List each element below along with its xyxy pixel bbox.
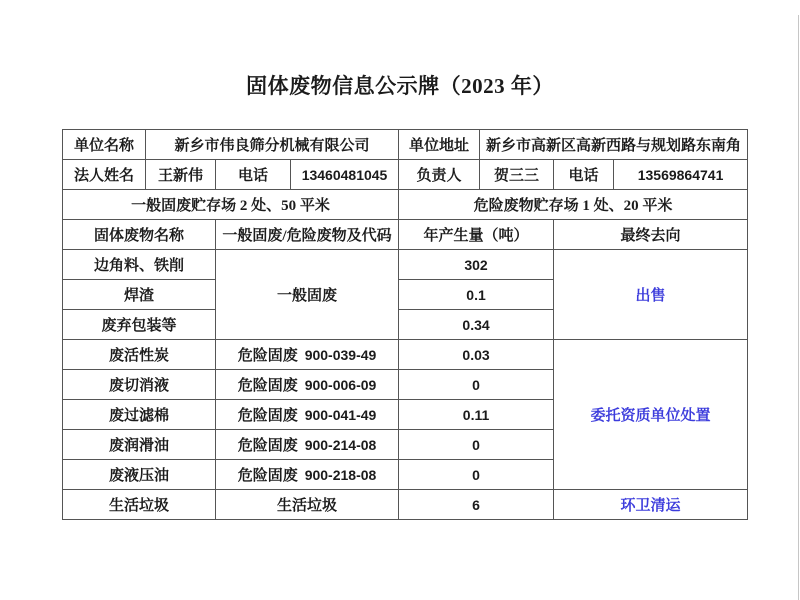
hazardous-storage-note: 危险废物贮存场 1 处、20 平米	[399, 190, 748, 220]
waste-qty: 0	[399, 370, 554, 400]
waste-destination: 环卫清运	[554, 490, 748, 520]
unit-name-label: 单位名称	[63, 130, 146, 160]
waste-qty: 0.34	[399, 310, 554, 340]
header-annual-output: 年产生量（吨）	[399, 220, 554, 250]
table-row	[63, 160, 748, 190]
waste-destination: 出售	[554, 250, 748, 340]
waste-qty: 0	[399, 460, 554, 490]
category-label: 一般固废	[277, 288, 338, 304]
category-label: 危险固废	[237, 438, 298, 454]
waste-destination: 委托资质单位处置	[554, 340, 748, 490]
waste-name: 废过滤棉	[63, 400, 216, 430]
waste-qty: 0.1	[399, 280, 554, 310]
waste-name: 生活垃圾	[63, 490, 216, 520]
waste-qty: 0.11	[399, 400, 554, 430]
notice-table	[62, 129, 748, 520]
category-label: 生活垃圾	[277, 498, 338, 514]
waste-name: 废切消液	[63, 370, 216, 400]
waste-name: 废润滑油	[63, 430, 216, 460]
category-label: 危险固废	[237, 348, 298, 364]
waste-category	[216, 460, 399, 490]
waste-qty: 302	[399, 250, 554, 280]
unit-address-value: 新乡市高新区高新西路与规划路东南角	[480, 130, 748, 160]
legal-person-value: 王新伟	[146, 160, 216, 190]
waste-category	[216, 340, 399, 370]
waste-name: 废活性炭	[63, 340, 216, 370]
waste-qty: 0.03	[399, 340, 554, 370]
category-code: 900-041-49	[304, 407, 377, 423]
category-code: 900-214-08	[304, 437, 377, 453]
unit-name-value: 新乡市伟良筛分机械有限公司	[146, 130, 399, 160]
waste-category	[216, 250, 399, 340]
table-row	[63, 130, 748, 160]
page-title: 固体废物信息公示牌（2023 年）	[246, 74, 554, 98]
category-label: 危险固废	[237, 408, 298, 424]
unit-address-label: 单位地址	[399, 130, 480, 160]
manager-value: 贺三三	[480, 160, 554, 190]
page-edge-divider	[798, 15, 799, 600]
table-header-row	[63, 220, 748, 250]
legal-phone-value: 13460481045	[291, 160, 399, 190]
waste-name: 废弃包装等	[63, 310, 216, 340]
legal-phone-label: 电话	[216, 160, 291, 190]
table-row	[63, 340, 748, 370]
category-label: 危险固废	[237, 468, 298, 484]
manager-phone-label: 电话	[554, 160, 614, 190]
category-code: 900-006-09	[304, 377, 377, 393]
waste-name: 边角料、铁削	[63, 250, 216, 280]
header-waste-name: 固体废物名称	[63, 220, 216, 250]
table-row	[63, 190, 748, 220]
waste-category	[216, 370, 399, 400]
general-storage-note: 一般固废贮存场 2 处、50 平米	[63, 190, 399, 220]
manager-label: 负责人	[399, 160, 480, 190]
category-code: 900-218-08	[304, 467, 377, 483]
waste-qty: 6	[399, 490, 554, 520]
waste-name: 废液压油	[63, 460, 216, 490]
waste-category	[216, 400, 399, 430]
header-destination: 最终去向	[554, 220, 748, 250]
header-category: 一般固废/危险废物及代码	[216, 220, 399, 250]
waste-qty: 0	[399, 430, 554, 460]
legal-person-label: 法人姓名	[63, 160, 146, 190]
category-label: 危险固废	[237, 378, 298, 394]
waste-category	[216, 430, 399, 460]
table-row	[63, 250, 748, 280]
table-row	[63, 490, 748, 520]
waste-category	[216, 490, 399, 520]
manager-phone-value: 13569864741	[614, 160, 748, 190]
waste-name: 焊渣	[63, 280, 216, 310]
category-code: 900-039-49	[304, 347, 377, 363]
